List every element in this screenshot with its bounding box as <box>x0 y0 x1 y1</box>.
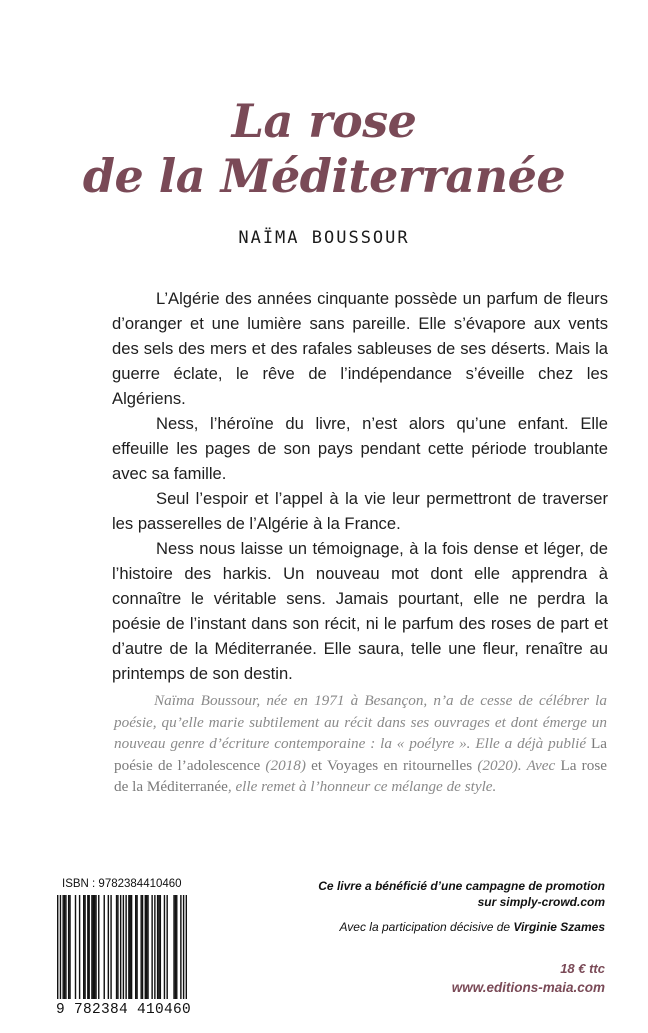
barcode-bar <box>108 895 109 999</box>
bio-book-title: La rose de la Méditerranée <box>114 756 607 795</box>
summary-paragraph: Ness nous laisse un témoignage, à la fois dense et léger, de l’histoire des harkis. Un nouveau mot dont elle apprendra à connaître le véritable sens. Jamais pourtant, elle ne perdra la poésie de l’instant dans son récit, ni le parfum des roses de part et d’autre de la Méditerranée. Elle saura, telle une fleur, renaître au printemps de son destin. <box>112 539 608 683</box>
barcode-bar <box>116 895 117 999</box>
book-title-line-2: de la Méditerranée <box>82 149 566 203</box>
barcode-bar <box>123 895 124 999</box>
bio-text: et <box>311 756 323 774</box>
barcode-bar <box>65 895 66 999</box>
barcode-bar <box>128 895 129 999</box>
back-cover-summary <box>112 286 608 686</box>
barcode-bar <box>117 895 118 999</box>
barcode-bar <box>166 895 167 999</box>
barcode-bar <box>186 895 187 999</box>
promo-credit-name: Virginie Szames <box>513 920 605 934</box>
bio-book-title: Voyages en ritournelles <box>322 756 473 774</box>
barcode-bar <box>57 895 58 999</box>
barcode-bar <box>68 895 69 999</box>
barcode-bar <box>154 895 155 999</box>
barcode-bar <box>120 895 121 999</box>
summary-paragraph: Seul l’espoir et l’appel à la vie leur permettront de traverser les passerelles de l’Algérie à la France. <box>112 489 608 533</box>
barcode-bar <box>176 895 177 999</box>
barcode-bar <box>145 895 146 999</box>
barcode-bar <box>84 895 85 999</box>
isbn-label: ISBN : 9782384410460 <box>62 878 182 890</box>
barcode-bar <box>151 895 152 999</box>
barcode-bar <box>136 895 137 999</box>
bio-book-title: La poésie de l’adolescence <box>114 735 607 774</box>
barcode-bar <box>91 895 92 999</box>
promo-credit-prefix: Avec la participation décisive de <box>339 920 514 934</box>
summary-paragraph: L’Algérie des années cinquante possède un parfum de fleurs d’oranger et une lumière sans pareille. Elle s’évapore aux vents des sels des mers et des rafales sableuses de ses déserts. Mais la guerre éclate, le rêve de l’indépendance s’éveille chez les Algériens. <box>112 289 608 408</box>
barcode-bar <box>87 895 88 999</box>
bio-year: (2020). Avec <box>472 756 561 774</box>
barcode-bar <box>104 895 105 999</box>
promo-credit <box>340 919 605 935</box>
barcode-bar <box>98 895 99 999</box>
barcode <box>57 895 187 999</box>
barcode-bar <box>173 895 174 999</box>
barcode-bar <box>175 895 176 999</box>
barcode-bar <box>93 895 94 999</box>
barcode-bar <box>142 895 143 999</box>
bio-year: (2018) <box>260 756 312 774</box>
barcode-bar <box>69 895 70 999</box>
barcode-bar <box>180 895 181 999</box>
barcode-digits: 9 782384 410460 <box>56 1002 192 1018</box>
barcode-bar <box>160 895 161 999</box>
barcode-bar <box>83 895 84 999</box>
barcode-bar <box>64 895 65 999</box>
barcode-bar <box>60 895 61 999</box>
publisher-website: www.editions-maia.com <box>451 980 605 995</box>
barcode-bar <box>158 895 159 999</box>
author-name: NAÏMA BOUSSOUR <box>238 228 410 248</box>
barcode-bar <box>130 895 131 999</box>
barcode-bar <box>183 895 184 999</box>
author-bio <box>114 690 607 798</box>
barcode-bar <box>95 895 96 999</box>
promo-line: Ce livre a bénéficié d’une campagne de promotion <box>318 879 605 893</box>
barcode-bar <box>146 895 147 999</box>
barcode-bar <box>88 895 89 999</box>
promo-line: sur simply-crowd.com <box>477 895 605 909</box>
barcode-bar <box>125 895 126 999</box>
bio-text: Naïma Boussour, née en 1971 à Besançon, n’a de cesse de célébrer la poésie, qu’elle marie subtilement au récit dans ses ouvrages et dont émerge un nouveau genre d’écriture contemporaine : la « poélyre ». Elle a déjà publié <box>114 692 607 752</box>
barcode-bar <box>147 895 148 999</box>
price: 18 € ttc <box>560 961 605 976</box>
book-title-line-1: La rose <box>231 94 417 148</box>
barcode-bar <box>94 895 95 999</box>
barcode-bar <box>75 895 76 999</box>
barcode-bar <box>131 895 132 999</box>
summary-paragraph: Ness, l’héroïne du livre, n’est alors qu’une enfant. Elle effeuille les pages de son pays pendant cette période troublante avec sa famille. <box>112 414 608 483</box>
barcode-image <box>57 895 187 999</box>
barcode-bar <box>135 895 136 999</box>
barcode-bar <box>62 895 63 999</box>
barcode-bar <box>79 895 80 999</box>
barcode-bar <box>157 895 158 999</box>
barcode-bar <box>164 895 165 999</box>
barcode-bar <box>110 895 111 999</box>
bio-text: , elle remet à l’honneur ce mélange de style. <box>227 778 497 795</box>
barcode-bar <box>140 895 141 999</box>
